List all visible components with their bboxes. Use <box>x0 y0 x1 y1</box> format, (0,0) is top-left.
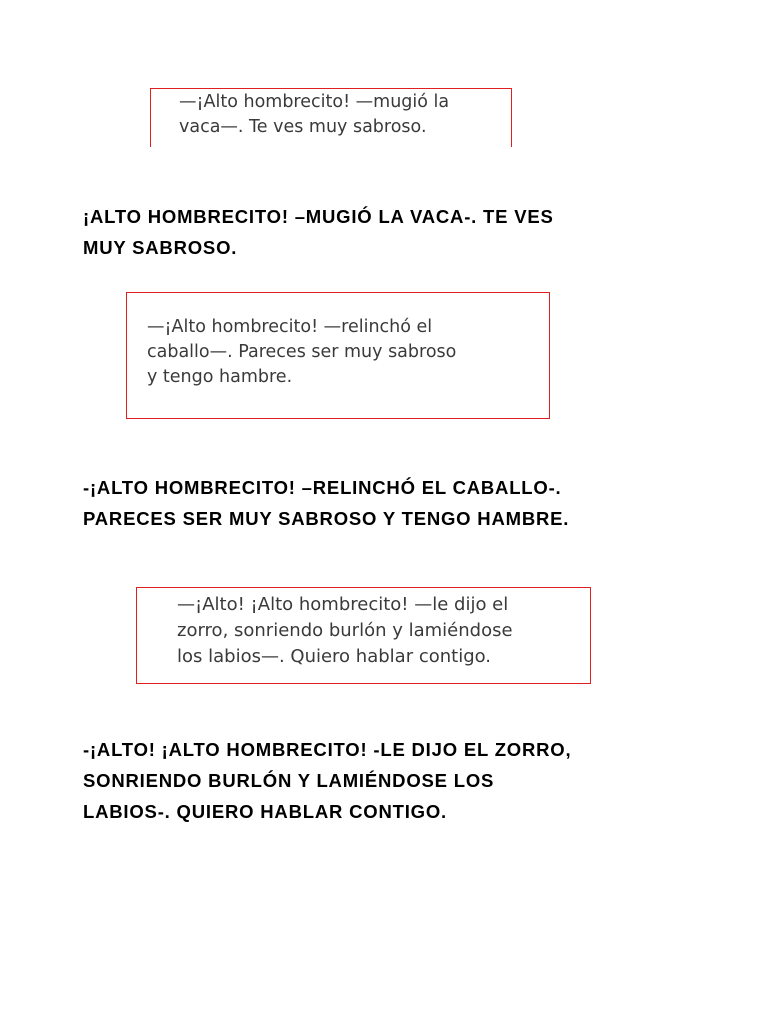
excerpt-image-fox: —¡Alto! ¡Alto hombrecito! —le dijo el zorro, sonriendo burlón y lamiéndose los labios—. Quiero hablar contigo. <box>136 587 591 684</box>
transcription-cow: ¡ALTO HOMBRECITO! –MUGIÓ LA VACA-. TE VES MUY SABROSO. <box>83 206 554 258</box>
excerpt-image-cow: —¡Alto hombrecito! —mugió la vaca—. Te ves muy sabroso. <box>150 88 512 147</box>
transcription-fox: -¡ALTO! ¡ALTO HOMBRECITO! -LE DIJO EL ZORRO, SONRIENDO BURLÓN Y LAMIÉNDOSE LOS LABIOS-. QUIERO HABLAR CONTIGO. <box>83 739 572 822</box>
transcription-horse: -¡ALTO HOMBRECITO! –RELINCHÓ EL CABALLO-. PARECES SER MUY SABROSO Y TENGO HAMBRE. <box>83 477 570 529</box>
excerpt-image-horse: —¡Alto hombrecito! —relinchó el caballo—. Pareces ser muy sabroso y tengo hambre. <box>126 292 550 419</box>
